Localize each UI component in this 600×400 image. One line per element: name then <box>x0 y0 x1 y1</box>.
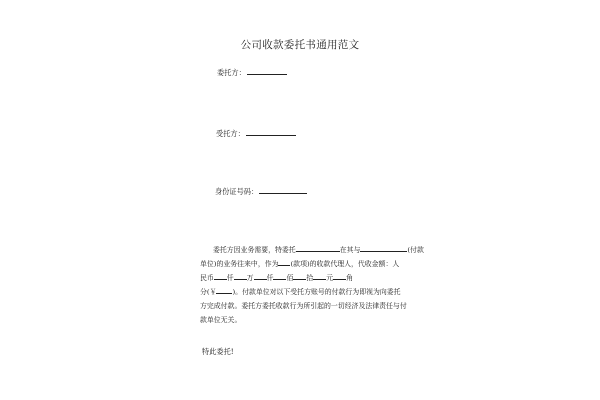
agent-field <box>216 128 296 138</box>
fill-blank <box>278 258 290 266</box>
principal-label: 委托方： <box>217 68 246 77</box>
agent-blank <box>246 128 296 136</box>
id-number-label: 身份证号码： <box>215 187 259 196</box>
body-text: )。付款单位对以下受托方账号的付款行为即视为向委托 <box>232 288 401 297</box>
body-text: (款项)的收款代理人，代收金额：人 <box>290 260 400 269</box>
body-line-5: 方完成付款。委托方委托收款行为所引起的一切经济及法律责任与付 <box>200 302 407 311</box>
id-number-field <box>215 186 307 196</box>
body-text: 佰 <box>286 274 294 283</box>
body-text: 委托方因业务需要，特委托 <box>213 246 296 254</box>
body-text: (付款 <box>407 246 424 254</box>
body-line-4 <box>200 285 410 299</box>
body-text: 元 <box>326 274 334 283</box>
body-line-1 <box>200 243 424 257</box>
fill-blank <box>254 272 267 280</box>
body-paragraph <box>200 243 424 328</box>
body-text: 角 <box>346 274 354 283</box>
body-line-3 <box>200 271 410 285</box>
fill-blank <box>273 272 286 280</box>
id-number-blank <box>259 186 307 194</box>
body-text: 分(￥ <box>200 288 217 297</box>
body-text: 万 <box>246 274 254 283</box>
fill-blank <box>333 272 346 280</box>
body-line-2 <box>200 257 410 271</box>
body-text: 仟 <box>266 274 274 283</box>
fill-blank <box>216 286 232 294</box>
principal-blank <box>247 67 287 75</box>
principal-field <box>217 67 287 77</box>
body-text: 仟 <box>226 274 234 283</box>
body-line-6: 款单位无关。 <box>200 316 242 325</box>
fill-blank <box>296 244 340 252</box>
agent-label: 受托方： <box>216 129 245 138</box>
body-text: 单位)的业务往来中，作为 <box>200 260 279 269</box>
fill-blank <box>360 244 407 252</box>
body-text: 拾 <box>306 274 314 283</box>
fill-blank <box>214 272 227 280</box>
closing-text: 特此委托! <box>202 347 234 356</box>
body-text: 在其与 <box>339 246 361 254</box>
fill-blank <box>293 272 306 280</box>
fill-blank <box>313 272 326 280</box>
document-title: 公司收款委托书通用范文 <box>240 39 360 51</box>
body-text: 民币 <box>200 274 214 283</box>
fill-blank <box>234 272 247 280</box>
